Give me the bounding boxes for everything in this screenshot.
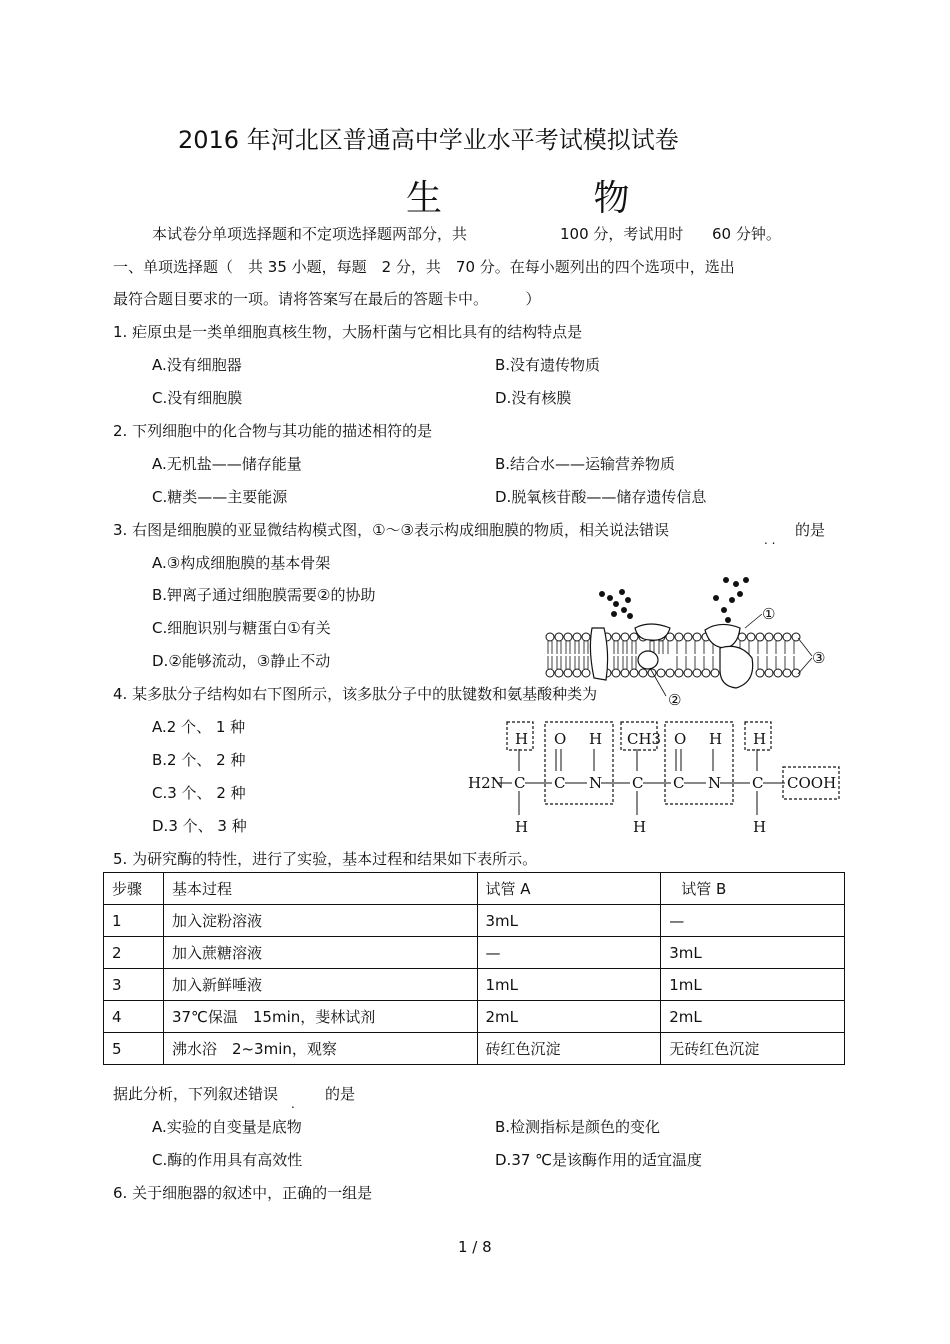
q5-option-d: D.37 ℃是该酶作用的适宜温度 — [495, 1151, 703, 1169]
formula-h-top4: H — [753, 730, 767, 748]
q3-stem-end: 的是 — [795, 521, 826, 539]
subject-title: 生 物 — [406, 178, 700, 219]
formula-h-bot3: H — [753, 818, 767, 836]
q2-stem: 2. 下列细胞中的化合物与其功能的描述相符的是 — [113, 422, 433, 440]
q5-analysis-end: 的是 — [325, 1085, 356, 1103]
q5-option-b: B.检测指标是颜色的变化 — [495, 1118, 661, 1136]
page-number: 1 / 8 — [458, 1238, 492, 1256]
formula-h2n: H2N — [468, 774, 504, 792]
formula-n2: N — [708, 774, 722, 792]
q1-option-d: D.没有核膜 — [495, 389, 572, 407]
formula-n1: N — [589, 774, 603, 792]
table-cell: 沸水浴 2~3min，观察 — [163, 1033, 477, 1065]
formula-c3: C — [632, 774, 644, 792]
formula-cooh: COOH — [787, 774, 837, 792]
emphasis-dot: . — [291, 1097, 295, 1111]
table-cell: 3mL — [477, 905, 661, 937]
q6-stem: 6. 关于细胞器的叙述中，正确的一组是 — [113, 1184, 373, 1202]
table-cell: 3mL — [661, 937, 845, 969]
emphasis-dots: . . — [764, 533, 776, 547]
formula-c4: C — [673, 774, 685, 792]
intro-score: 100 分，考试用时 — [560, 225, 684, 243]
q5-option-a: A.实验的自变量是底物 — [152, 1118, 302, 1136]
q3-option-a: A.③构成细胞膜的基本骨架 — [152, 554, 331, 572]
table-row — [104, 905, 845, 937]
q4-option-c: C.3 个、 2 种 — [152, 784, 246, 802]
q2-option-c: C.糖类——主要能源 — [152, 488, 288, 506]
table-cell: 2mL — [477, 1001, 661, 1033]
q3-option-c: C.细胞识别与糖蛋白①有关 — [152, 619, 331, 637]
table-cell: 1mL — [661, 969, 845, 1001]
peptide-structure-diagram — [465, 717, 845, 839]
q4-option-b: B.2 个、 2 种 — [152, 751, 246, 769]
formula-ch3: CH3 — [627, 730, 662, 748]
table-row — [104, 969, 845, 1001]
table-cell: 加入新鲜唾液 — [163, 969, 477, 1001]
section-instruction: 最符合题目要求的一项。请将答案写在最后的答题卡中。 ） — [113, 290, 541, 308]
table-cell: 4 — [104, 1001, 164, 1033]
table-cell: 2mL — [661, 1001, 845, 1033]
q5-option-c: C.酶的作用具有高效性 — [152, 1151, 303, 1169]
table-header-cell: 步骤 — [104, 873, 164, 905]
formula-o2: O — [674, 730, 687, 748]
q2-option-a: A.无机盐——储存能量 — [152, 455, 302, 473]
q3-stem: 3. 右图是细胞膜的亚显微结构模式图，①～③表示构成细胞膜的物质，相关说法错误 — [113, 521, 669, 539]
intro-text: 本试卷分单项选择题和不定项选择题两部分，共 — [152, 225, 468, 243]
formula-c1: C — [514, 774, 526, 792]
table-row — [104, 937, 845, 969]
q1-option-a: A.没有细胞器 — [152, 356, 242, 374]
q1-option-c: C.没有细胞膜 — [152, 389, 243, 407]
table-cell: 砖红色沉淀 — [477, 1033, 661, 1065]
q4-stem: 4. 某多肽分子结构如右下图所示，该多肽分子中的肽键数和氨基酸种类为 — [113, 685, 598, 703]
q3-option-d: D.②能够流动，③静止不动 — [152, 652, 331, 670]
formula-h-top3: H — [709, 730, 723, 748]
table-cell: 1 — [104, 905, 164, 937]
formula-h-bot1: H — [515, 818, 529, 836]
table-header-cell: 基本过程 — [163, 873, 477, 905]
table-header-cell: 试管 B — [661, 873, 845, 905]
table-cell: 1mL — [477, 969, 661, 1001]
q5-stem: 5. 为研究酶的特性，进行了实验，基本过程和结果如下表所示。 — [113, 850, 538, 868]
label-phospholipid: ③ — [812, 649, 826, 667]
q2-option-b: B.结合水——运输营养物质 — [495, 455, 676, 473]
formula-o1: O — [554, 730, 567, 748]
formula-c2: C — [554, 774, 566, 792]
table-cell: — — [477, 937, 661, 969]
label-glycoprotein: ① — [762, 605, 776, 623]
formula-h-top2: H — [589, 730, 603, 748]
intro-time: 60 分钟。 — [712, 225, 781, 243]
table-cell: 加入蔗糖溶液 — [163, 937, 477, 969]
experiment-table — [103, 872, 845, 1065]
table-cell: 2 — [104, 937, 164, 969]
table-row — [104, 1001, 845, 1033]
section-heading: 一、单项选择题（ 共 35 小题，每题 2 分，共 70 分。在每小题列出的四个选项中，选出 — [113, 258, 735, 276]
q2-option-d: D.脱氧核苷酸——储存遗传信息 — [495, 488, 707, 506]
table-cell: 5 — [104, 1033, 164, 1065]
table-cell: 加入淀粉溶液 — [163, 905, 477, 937]
exam-title: 2016 年河北区普通高中学业水平考试模拟试卷 — [178, 126, 679, 154]
table-row — [104, 1033, 845, 1065]
table-cell: — — [661, 905, 845, 937]
q1-stem: 1. 疟原虫是一类单细胞真核生物，大肠杆菌与它相比具有的结构特点是 — [113, 323, 583, 341]
table-cell: 3 — [104, 969, 164, 1001]
formula-h-top1: H — [515, 730, 529, 748]
table-header-row — [104, 873, 845, 905]
q1-option-b: B.没有遗传物质 — [495, 356, 601, 374]
table-cell: 无砖红色沉淀 — [661, 1033, 845, 1065]
q5-analysis: 据此分析，下列叙述错误 — [113, 1085, 279, 1103]
q3-option-b: B.钾离子通过细胞膜需要②的协助 — [152, 586, 376, 604]
table-cell: 37℃保温 15min，斐林试剂 — [163, 1001, 477, 1033]
q4-option-a: A.2 个、 1 种 — [152, 718, 246, 736]
table-header-cell: 试管 A — [477, 873, 661, 905]
q4-option-d: D.3 个、 3 种 — [152, 817, 247, 835]
formula-c5: C — [752, 774, 764, 792]
label-protein: ② — [668, 691, 682, 709]
formula-h-bot2: H — [633, 818, 647, 836]
